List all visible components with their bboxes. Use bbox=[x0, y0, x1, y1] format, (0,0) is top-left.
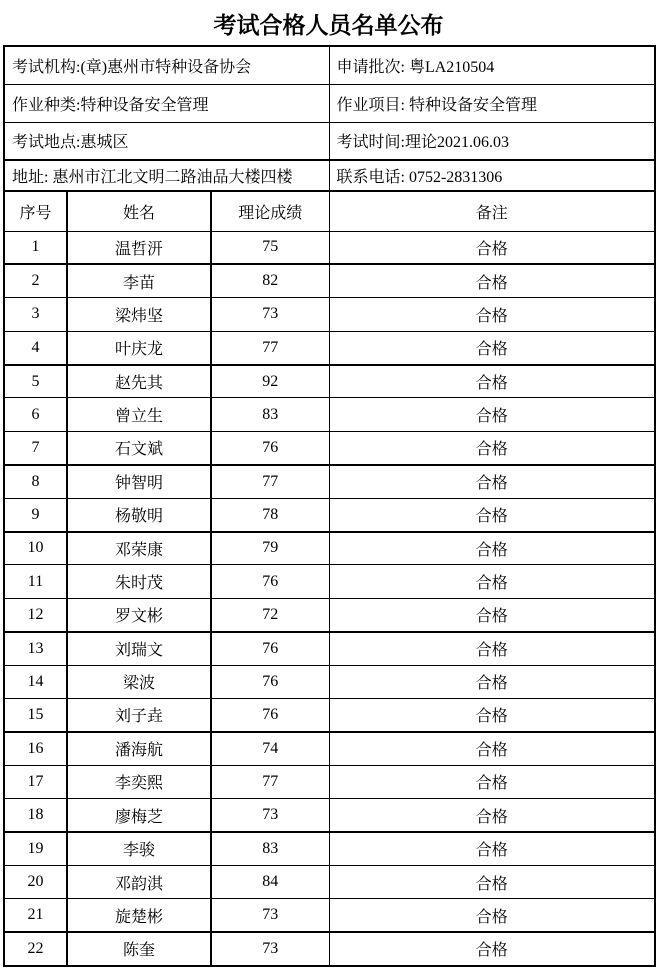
table-row bbox=[4, 532, 655, 565]
score-cell: 83 bbox=[211, 832, 329, 865]
name-cell: 旋楚彬 bbox=[67, 899, 211, 932]
name-cell: 邓韵淇 bbox=[67, 865, 211, 898]
serial-cell: 6 bbox=[4, 398, 67, 431]
info-row bbox=[4, 160, 655, 191]
remark-cell: 合格 bbox=[329, 532, 655, 565]
remark-cell: 合格 bbox=[329, 398, 655, 431]
serial-cell: 1 bbox=[4, 231, 67, 264]
remark-cell: 合格 bbox=[329, 298, 655, 331]
column-header: 序号 bbox=[4, 191, 67, 231]
remark-cell: 合格 bbox=[329, 899, 655, 932]
info-left-cell: 考试机构:(章)惠州市特种设备协会 bbox=[4, 46, 329, 84]
score-cell: 73 bbox=[211, 932, 329, 965]
serial-cell: 17 bbox=[4, 765, 67, 798]
name-cell: 李骏 bbox=[67, 832, 211, 865]
name-cell: 李奕熙 bbox=[67, 765, 211, 798]
info-right-cell: 联系电话: 0752-2831306 bbox=[329, 160, 655, 191]
remark-cell: 合格 bbox=[329, 498, 655, 531]
table-row bbox=[4, 932, 655, 965]
remark-cell: 合格 bbox=[329, 331, 655, 364]
table-header-row bbox=[4, 191, 655, 231]
name-cell: 刘子垚 bbox=[67, 698, 211, 731]
table-row bbox=[4, 698, 655, 731]
info-left-cell: 作业种类:特种设备安全管理 bbox=[4, 84, 329, 122]
remark-cell: 合格 bbox=[329, 832, 655, 865]
info-row bbox=[4, 122, 655, 160]
table-row bbox=[4, 899, 655, 932]
remark-cell: 合格 bbox=[329, 632, 655, 665]
score-cell: 83 bbox=[211, 398, 329, 431]
serial-cell: 5 bbox=[4, 365, 67, 398]
serial-cell: 12 bbox=[4, 598, 67, 631]
serial-cell: 20 bbox=[4, 865, 67, 898]
remark-cell: 合格 bbox=[329, 665, 655, 698]
table-row bbox=[4, 632, 655, 665]
remark-cell: 合格 bbox=[329, 865, 655, 898]
serial-cell: 10 bbox=[4, 532, 67, 565]
score-cell: 76 bbox=[211, 665, 329, 698]
table-row bbox=[4, 799, 655, 832]
info-right-cell: 作业项目: 特种设备安全管理 bbox=[329, 84, 655, 122]
serial-cell: 8 bbox=[4, 465, 67, 498]
score-cell: 92 bbox=[211, 365, 329, 398]
score-cell: 73 bbox=[211, 298, 329, 331]
info-right-cell: 申请批次: 粤LA210504 bbox=[329, 46, 655, 84]
remark-cell: 合格 bbox=[329, 598, 655, 631]
table-row bbox=[4, 398, 655, 431]
name-cell: 朱时茂 bbox=[67, 565, 211, 598]
table-row bbox=[4, 298, 655, 331]
page-title: 考试合格人员名单公布 bbox=[213, 13, 444, 38]
name-cell: 赵先其 bbox=[67, 365, 211, 398]
serial-cell: 2 bbox=[4, 264, 67, 297]
name-cell: 廖梅芝 bbox=[67, 799, 211, 832]
score-cell: 76 bbox=[211, 632, 329, 665]
name-cell: 钟智明 bbox=[67, 465, 211, 498]
score-cell: 77 bbox=[211, 465, 329, 498]
table-row bbox=[4, 331, 655, 364]
column-header: 姓名 bbox=[67, 191, 211, 231]
score-cell: 76 bbox=[211, 431, 329, 464]
remark-cell: 合格 bbox=[329, 932, 655, 965]
table-row bbox=[4, 264, 655, 297]
table-row bbox=[4, 865, 655, 898]
serial-cell: 16 bbox=[4, 732, 67, 765]
remark-cell: 合格 bbox=[329, 732, 655, 765]
score-cell: 73 bbox=[211, 799, 329, 832]
score-cell: 82 bbox=[211, 264, 329, 297]
serial-cell: 13 bbox=[4, 632, 67, 665]
table-row bbox=[4, 765, 655, 798]
serial-cell: 14 bbox=[4, 665, 67, 698]
name-cell: 叶庆龙 bbox=[67, 331, 211, 364]
score-cell: 76 bbox=[211, 698, 329, 731]
score-cell: 77 bbox=[211, 765, 329, 798]
name-cell: 潘海航 bbox=[67, 732, 211, 765]
table-row bbox=[4, 732, 655, 765]
score-cell: 77 bbox=[211, 331, 329, 364]
serial-cell: 15 bbox=[4, 698, 67, 731]
score-cell: 72 bbox=[211, 598, 329, 631]
column-header: 理论成绩 bbox=[211, 191, 329, 231]
info-row bbox=[4, 84, 655, 122]
remark-cell: 合格 bbox=[329, 565, 655, 598]
remark-cell: 合格 bbox=[329, 765, 655, 798]
results-table bbox=[3, 45, 656, 967]
table-row bbox=[4, 465, 655, 498]
serial-cell: 19 bbox=[4, 832, 67, 865]
serial-cell: 4 bbox=[4, 331, 67, 364]
score-cell: 76 bbox=[211, 565, 329, 598]
serial-cell: 7 bbox=[4, 431, 67, 464]
score-cell: 78 bbox=[211, 498, 329, 531]
name-cell: 杨敬明 bbox=[67, 498, 211, 531]
name-cell: 梁炜坚 bbox=[67, 298, 211, 331]
name-cell: 李苗 bbox=[67, 264, 211, 297]
remark-cell: 合格 bbox=[329, 264, 655, 297]
table-row bbox=[4, 598, 655, 631]
name-cell: 邓荣康 bbox=[67, 532, 211, 565]
table-row bbox=[4, 231, 655, 264]
score-cell: 79 bbox=[211, 532, 329, 565]
remark-cell: 合格 bbox=[329, 231, 655, 264]
info-left-cell: 考试地点:惠城区 bbox=[4, 122, 329, 160]
score-cell: 84 bbox=[211, 865, 329, 898]
table-row bbox=[4, 431, 655, 464]
remark-cell: 合格 bbox=[329, 799, 655, 832]
name-cell: 梁波 bbox=[67, 665, 211, 698]
remark-cell: 合格 bbox=[329, 431, 655, 464]
name-cell: 刘瑞文 bbox=[67, 632, 211, 665]
table-row bbox=[4, 365, 655, 398]
remark-cell: 合格 bbox=[329, 365, 655, 398]
name-cell: 陈奎 bbox=[67, 932, 211, 965]
column-header: 备注 bbox=[329, 191, 655, 231]
score-cell: 73 bbox=[211, 899, 329, 932]
name-cell: 罗文彬 bbox=[67, 598, 211, 631]
score-cell: 74 bbox=[211, 732, 329, 765]
serial-cell: 11 bbox=[4, 565, 67, 598]
remark-cell: 合格 bbox=[329, 465, 655, 498]
serial-cell: 3 bbox=[4, 298, 67, 331]
table-row bbox=[4, 832, 655, 865]
name-cell: 石文斌 bbox=[67, 431, 211, 464]
name-cell: 曾立生 bbox=[67, 398, 211, 431]
table-row bbox=[4, 565, 655, 598]
info-row bbox=[4, 46, 655, 84]
serial-cell: 18 bbox=[4, 799, 67, 832]
table-row bbox=[4, 498, 655, 531]
remark-cell: 合格 bbox=[329, 698, 655, 731]
info-right-cell: 考试时间:理论2021.06.03 bbox=[329, 122, 655, 160]
serial-cell: 21 bbox=[4, 899, 67, 932]
table-row bbox=[4, 665, 655, 698]
info-left-cell: 地址: 惠州市江北文明二路油品大楼四楼 bbox=[4, 160, 329, 191]
name-cell: 温哲汧 bbox=[67, 231, 211, 264]
score-cell: 75 bbox=[211, 231, 329, 264]
serial-cell: 9 bbox=[4, 498, 67, 531]
serial-cell: 22 bbox=[4, 932, 67, 965]
